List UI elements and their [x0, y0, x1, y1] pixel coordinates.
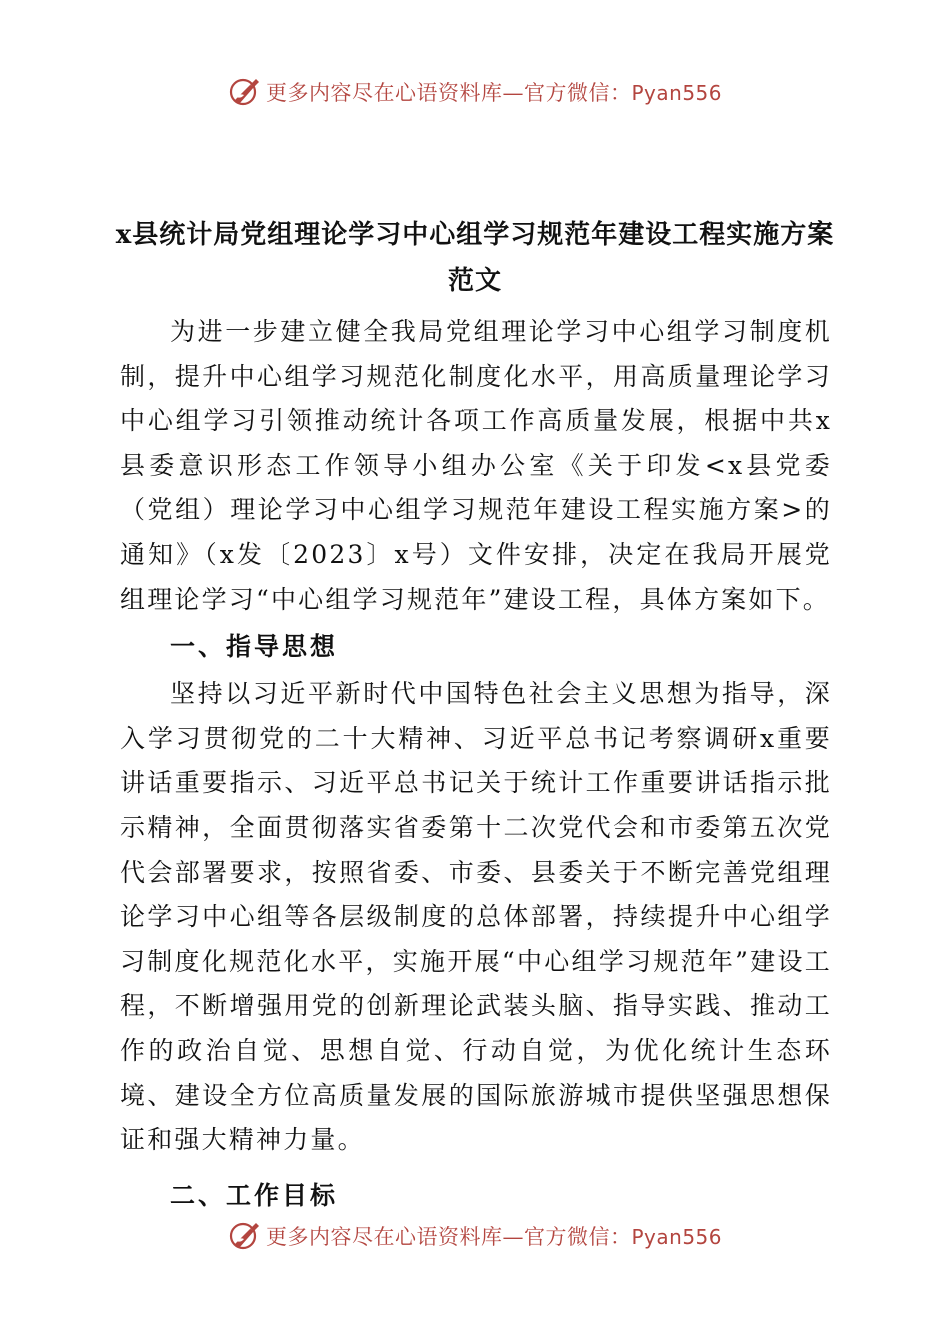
section-1-paragraph: 坚持以习近平新时代中国特色社会主义思想为指导，深入学习贯彻党的二十大精神、习近平总书记考察调研x重要讲话重要指示、习近平总书记关于统计工作重要讲话指示批示精神，全面贯彻落实省委第十二次党代会和市委第五次党代会部署要求，按照省委、市委、县委关于不断完善党组理论学习中心组等各层级制度的总体部署，持续提升中心组学习制度化规范化水平，实施开展“中心组学习规范年”建设工程，不断增强用党的创新理论武装头脑、指导实践、推动工作的政治自觉、思想自觉、行动自觉，为优化统计生态环境、建设全方位高质量发展的国际旅游城市提供坚强思想保证和强大精神力量。 — [120, 679, 832, 1155]
document-title — [100, 212, 850, 304]
title-line-2: 范文 — [447, 266, 502, 296]
document-body — [120, 310, 832, 1221]
footer-banner — [0, 1216, 950, 1256]
title-line-1: x县统计局党组理论学习中心组学习规范年建设工程实施方案 — [115, 220, 835, 250]
banner-contact-id: Pyan556 — [631, 81, 722, 105]
banner-text — [266, 1221, 722, 1251]
banner-slogan: 更多内容尽在心语资料库 — [265, 1225, 503, 1249]
header-banner — [0, 72, 950, 112]
banner-separator: — — [502, 81, 524, 105]
banner-separator: — — [502, 1225, 524, 1249]
banner-contact-id: Pyan556 — [631, 1225, 722, 1249]
pen-logo-icon — [228, 75, 262, 109]
banner-text — [266, 77, 722, 107]
section-heading-2: 二、工作目标 — [170, 1180, 339, 1210]
section-heading-1: 一、指导思想 — [170, 632, 339, 662]
banner-contact-label: 官方微信： — [523, 1225, 632, 1249]
banner-contact-label: 官方微信： — [523, 81, 632, 105]
intro-paragraph: 为进一步建立健全我局党组理论学习中心组学习制度机制，提升中心组学习规范化制度化水平，用高质量理论学习中心组学习引领推动统计各项工作高质量发展，根据中共x县委意识形态工作领导小组办公室《关于印发<x县党委（党组）理论学习中心组学习规范年建设工程实施方案>的通知》（x发〔2023〕x号）文件安排，决定在我局开展党组理论学习“中心组学习规范年”建设工程，具体方案如下。 — [120, 317, 832, 614]
pen-logo-icon — [228, 1219, 262, 1253]
banner-slogan: 更多内容尽在心语资料库 — [265, 81, 503, 105]
